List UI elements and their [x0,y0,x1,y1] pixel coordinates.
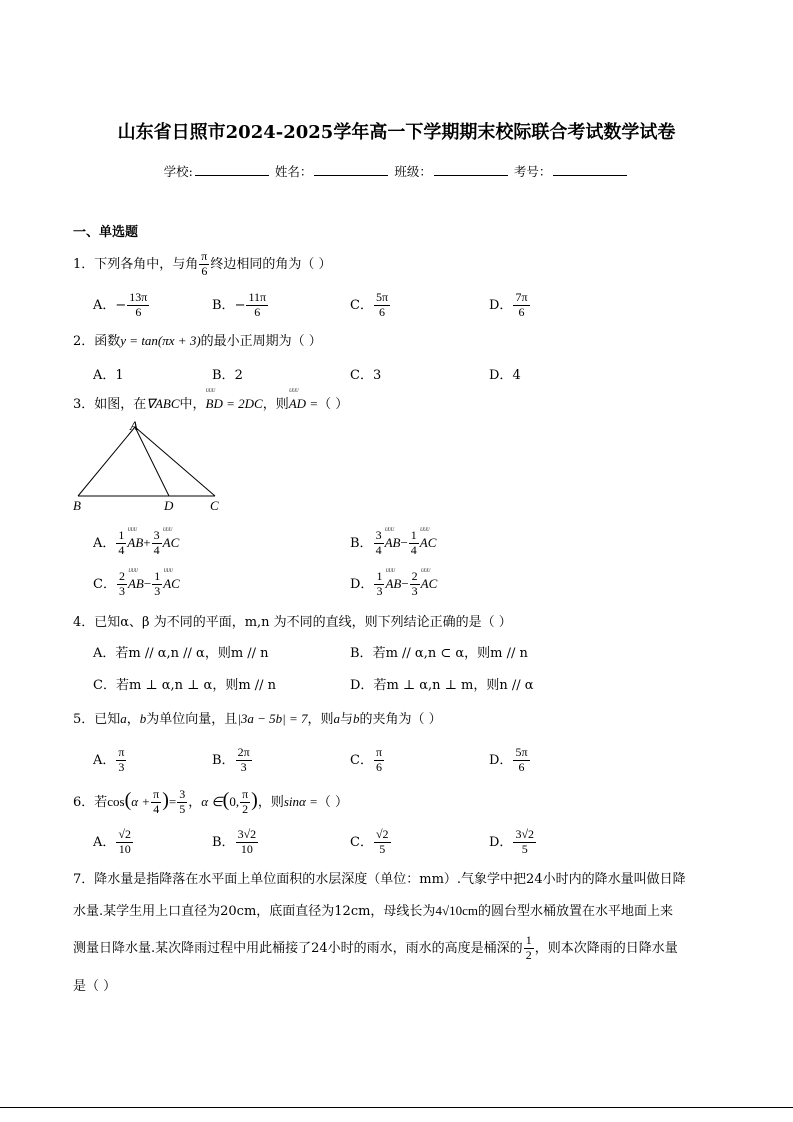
q7-line-1: 7．降水量是指降落在水平面上单位面积的水层深度（单位：mm）.气象学中把24小时内的降水量叫做日降 [73,872,686,887]
q5-stem-e: 的夹角为（ ） [359,712,442,727]
option-label: A． [93,834,116,850]
operator: − [400,534,408,550]
frac-1 [117,570,127,599]
vector-a: a [120,711,127,726]
exam-no-blank[interactable] [553,163,627,176]
question-4-stem: 4．已知α、β 为不同的平面，m,n 为不同的直线，则下列结论正确的是（ ） [73,615,512,630]
frac-den: 6 [518,304,525,319]
q3-option-b[interactable] [350,529,436,558]
q1-frac-num: π [201,249,208,263]
frac-den: 6 [518,759,525,774]
frac-den: 2 [242,801,249,816]
equals: = [168,793,177,809]
section-heading: 一、单选题 [73,225,139,240]
frac-num: 3√2 [515,827,535,841]
q1-option-b[interactable] [212,291,269,320]
option-text: 若m // α,n // α，则m // n [115,646,269,661]
exam-no-label: 考号： [513,164,552,179]
q5-stem-a: 5．已知 [73,712,121,727]
frac-num: 2 [118,569,125,583]
frac-num: π [375,745,383,759]
frac-den: 3 [154,583,161,598]
left-paren-2: ( [222,788,230,811]
option-frac [513,746,529,775]
q7-line-4: 是（ ） [73,979,117,994]
vertex-a-label: A [130,418,138,433]
name-label: 姓名： [274,164,313,179]
frac-num: 3 [375,528,382,542]
frac-num: 1 [410,528,417,542]
frac-num: 3 [153,528,160,542]
q6-option-d[interactable] [489,828,537,857]
option-text: 若m // α,n ⊂ α，则m // n [372,646,528,661]
option-label: A． [93,297,116,313]
option-label: D． [489,752,513,768]
question-3-stem [73,393,348,412]
q5-stem-b: 为单位向量，且 [146,712,238,727]
q2-formula: y = tan(πx + 3) [120,333,201,348]
q1-stem-a: 1．下列各角中，与角 [73,256,199,272]
option-text: 若m ⊥ α,n ⊥ m，则n // α [373,678,534,693]
alpha-plus: α + [131,793,151,809]
q4-option-a[interactable] [93,642,269,661]
q7-line-2 [73,900,673,919]
frac-den: 10 [118,841,131,856]
q5-sep: ， [126,712,140,727]
zero: 0, [229,793,240,809]
triangle-figure [70,418,230,516]
option-label: D． [350,678,374,693]
q6-stem-b: ，则 [257,794,284,810]
frac-den: 4 [153,542,160,557]
question-6-stem [73,788,348,817]
option-text: 若m ⊥ α,n ⊥ α，则m // n [115,678,277,693]
q3-stem-a: 3．如图，在 [73,397,147,412]
sin-alpha: sinα = [283,793,318,809]
q3-option-a[interactable] [93,529,179,558]
q6-option-b[interactable] [212,828,259,857]
q5-stem-c: ，则 [307,712,334,727]
option-label: D． [489,834,513,850]
option-label: C． [93,678,116,693]
option-frac [116,828,133,857]
left-paren: ( [124,788,132,811]
page-bottom-rule [0,1107,793,1108]
q7-line3-a: 测量日降水量.某次降雨过程中用此桶接了24小时的雨水，雨水的高度是桶深的 [73,940,523,956]
q1-frac [199,250,209,279]
class-label: 班级： [394,164,432,179]
question-1-stem [73,250,331,279]
option-label: B． [212,752,235,768]
option-label: B． [212,834,235,850]
vector-a: a [333,711,341,726]
option-frac [127,291,149,320]
q5-option-c[interactable] [350,746,385,775]
q7-line2-a: 水量.某学生用上口直径为20cm，底面直径为12cm，母线长为 [73,904,436,919]
frac-den: 4 [375,542,382,557]
alpha-in: α ∈ [201,793,223,809]
comma: ， [188,794,202,810]
option-label: A． [93,368,116,383]
option-frac [513,291,529,320]
q3-stem-d: （ ） [318,397,349,412]
q2-option-c[interactable] [350,364,381,383]
q5-option-b[interactable] [212,746,253,775]
operator: + [143,534,151,550]
frac-den: 3 [376,583,383,598]
frac-den: 10 [240,841,253,856]
frac-num: 3 [179,787,186,801]
option-label: D． [350,576,374,592]
frac-num: 3√2 [237,827,257,841]
frac-num: 2π [237,745,250,759]
frac-num: 13π [129,290,148,304]
frac-num: π [242,787,249,801]
option-label: A． [93,752,116,768]
page-title: 山东省日照市2024-2025学年高一下学期期末校际联合考试数学试卷 [117,122,676,143]
class-blank[interactable] [434,163,508,176]
option-label: C． [350,297,373,313]
option-label: C． [350,834,373,850]
frac-num: 1 [118,528,125,542]
frac-den: 3 [118,759,125,774]
option-label: D． [489,297,513,313]
q3-target: ᵁᵁᵁ AD = [289,396,318,412]
q1-option-c[interactable] [350,291,391,320]
q2-option-b[interactable] [212,364,243,383]
frac-num: 1 [376,569,383,583]
option-frac [236,746,252,775]
frac-2 [410,570,420,599]
option-label: B． [350,646,373,661]
school-label: 学校: [163,164,193,179]
name-blank[interactable] [314,163,388,176]
pi-over-2 [240,788,250,817]
operator: − [401,575,409,591]
vector-1: ᵁᵁᵁ AB [385,576,401,592]
option-label: A． [93,535,116,551]
frac-den: 5 [379,841,386,856]
option-text: 4 [512,368,521,383]
frac-2 [152,570,162,599]
option-text: 2 [234,368,243,383]
q1-option-a[interactable] [93,291,150,320]
option-sign: − [234,297,246,313]
frac-den: 2 [525,947,532,962]
q7-half [524,934,534,963]
option-label: C． [350,368,373,383]
frac-den: 4 [410,542,417,557]
q3-triangle: ∇ABC [146,396,180,411]
option-frac [374,828,391,857]
q6-option-a[interactable] [93,828,134,857]
vector-1: ᵁᵁᵁ AB [128,576,144,592]
frac-1 [374,529,384,558]
q1-option-d[interactable] [489,291,531,320]
frac-num: 5π [515,745,528,759]
frac-den: 5 [521,841,528,856]
q4-option-d[interactable] [350,674,534,693]
frac-den: 6 [375,759,382,774]
option-label: B． [212,297,235,313]
frac-den: 3 [240,759,247,774]
frac-num: 7π [515,290,528,304]
option-label: C． [350,752,373,768]
q3-stem-b: 中， [179,397,206,412]
vector-2: ᵁᵁᵁ AC [163,535,180,551]
q5-option-a[interactable] [93,746,127,775]
q6-stem-c: （ ） [317,794,348,810]
q5-condition: |3a − 5b| = 7 [237,711,308,726]
q2-stem-a: 2．函数 [73,334,121,349]
pi-over-4 [151,788,161,817]
option-label: A． [93,646,116,661]
student-info-line [0,162,793,180]
frac-den: 3 [411,583,418,598]
frac-num: 2 [411,569,418,583]
q6-stem-a: 6．若 [73,794,108,810]
q7-line3-b: ，则本次降雨的日降水量 [534,940,678,956]
vector-2: ᵁᵁᵁ AC [163,576,180,592]
q2-stem-b: 的最小正周期为（ ） [200,334,322,349]
option-label: D． [489,368,513,383]
q3-condition: ᵁᵁᵁ BD = 2DC [206,396,263,412]
three-fifths [177,788,187,817]
frac-num: π [118,745,125,759]
frac-1 [374,570,384,599]
q4-option-c[interactable] [93,674,276,693]
q7-slant-length: 4√10cm [435,903,478,918]
side-ac [135,427,215,496]
option-frac [374,291,390,320]
q7-line-3 [73,934,678,963]
option-frac [374,746,384,775]
option-frac [116,746,126,775]
frac-num: √2 [118,827,131,841]
operator: − [143,575,152,591]
q5-option-d[interactable] [489,746,531,775]
option-frac [246,291,268,320]
vector-b: b [353,711,360,726]
side-ab [78,427,135,496]
option-frac [236,828,259,857]
option-label: C． [93,576,116,592]
frac-den: 4 [153,801,160,816]
option-text: 1 [115,368,124,383]
option-text: 3 [372,368,382,383]
frac-den: 6 [254,304,261,319]
frac-2 [409,529,419,558]
q4-option-b[interactable] [350,642,528,661]
q1-stem-b: 终边相同的角为（ ） [210,256,332,272]
vertex-c-label: C [210,498,219,513]
point-d-label: D [164,498,174,513]
option-label: B． [350,535,373,551]
frac-den: 5 [179,801,186,816]
q2-option-a[interactable] [93,364,124,383]
frac-den: 3 [118,583,125,598]
vector-2: ᵁᵁᵁ AC [420,535,437,551]
q3-option-c[interactable] [93,570,180,599]
frac-num: √2 [375,827,389,841]
option-sign: − [115,297,127,313]
vector-1: ᵁᵁᵁ AB [127,535,143,551]
frac-2 [152,529,162,558]
q2-option-d[interactable] [489,364,521,383]
vector-1: ᵁᵁᵁ AB [385,535,401,551]
right-paren-2: ) [251,788,258,811]
frac-num: 11π [248,290,267,304]
frac-num: 5π [375,290,389,304]
frac-1 [116,529,126,558]
frac-den: 4 [118,542,125,557]
q7-line2-b: 的圆台型水桶放置在水平地面上来 [477,904,673,919]
q6-option-c[interactable] [350,828,392,857]
cos-func: cos [107,793,125,809]
segment-ad [135,427,169,496]
vector-b: b [139,711,147,726]
question-5-stem [73,708,442,727]
q3-option-d[interactable] [350,570,437,599]
frac-num: 1 [154,569,161,583]
question-2-stem [73,330,322,349]
frac-num: π [153,787,160,801]
q1-frac-den: 6 [201,263,208,278]
frac-num: 1 [525,933,532,947]
frac-den: 6 [135,304,142,319]
vector-2: ᵁᵁᵁ AC [421,576,438,592]
q3-stem-c: ，则 [262,397,289,412]
option-label: B． [212,368,235,383]
frac-den: 6 [378,304,385,319]
right-paren: ) [162,788,169,811]
school-blank[interactable] [195,163,269,176]
option-frac [513,828,536,857]
q5-stem-d: 与 [340,712,354,727]
vertex-b-label: B [73,498,81,513]
